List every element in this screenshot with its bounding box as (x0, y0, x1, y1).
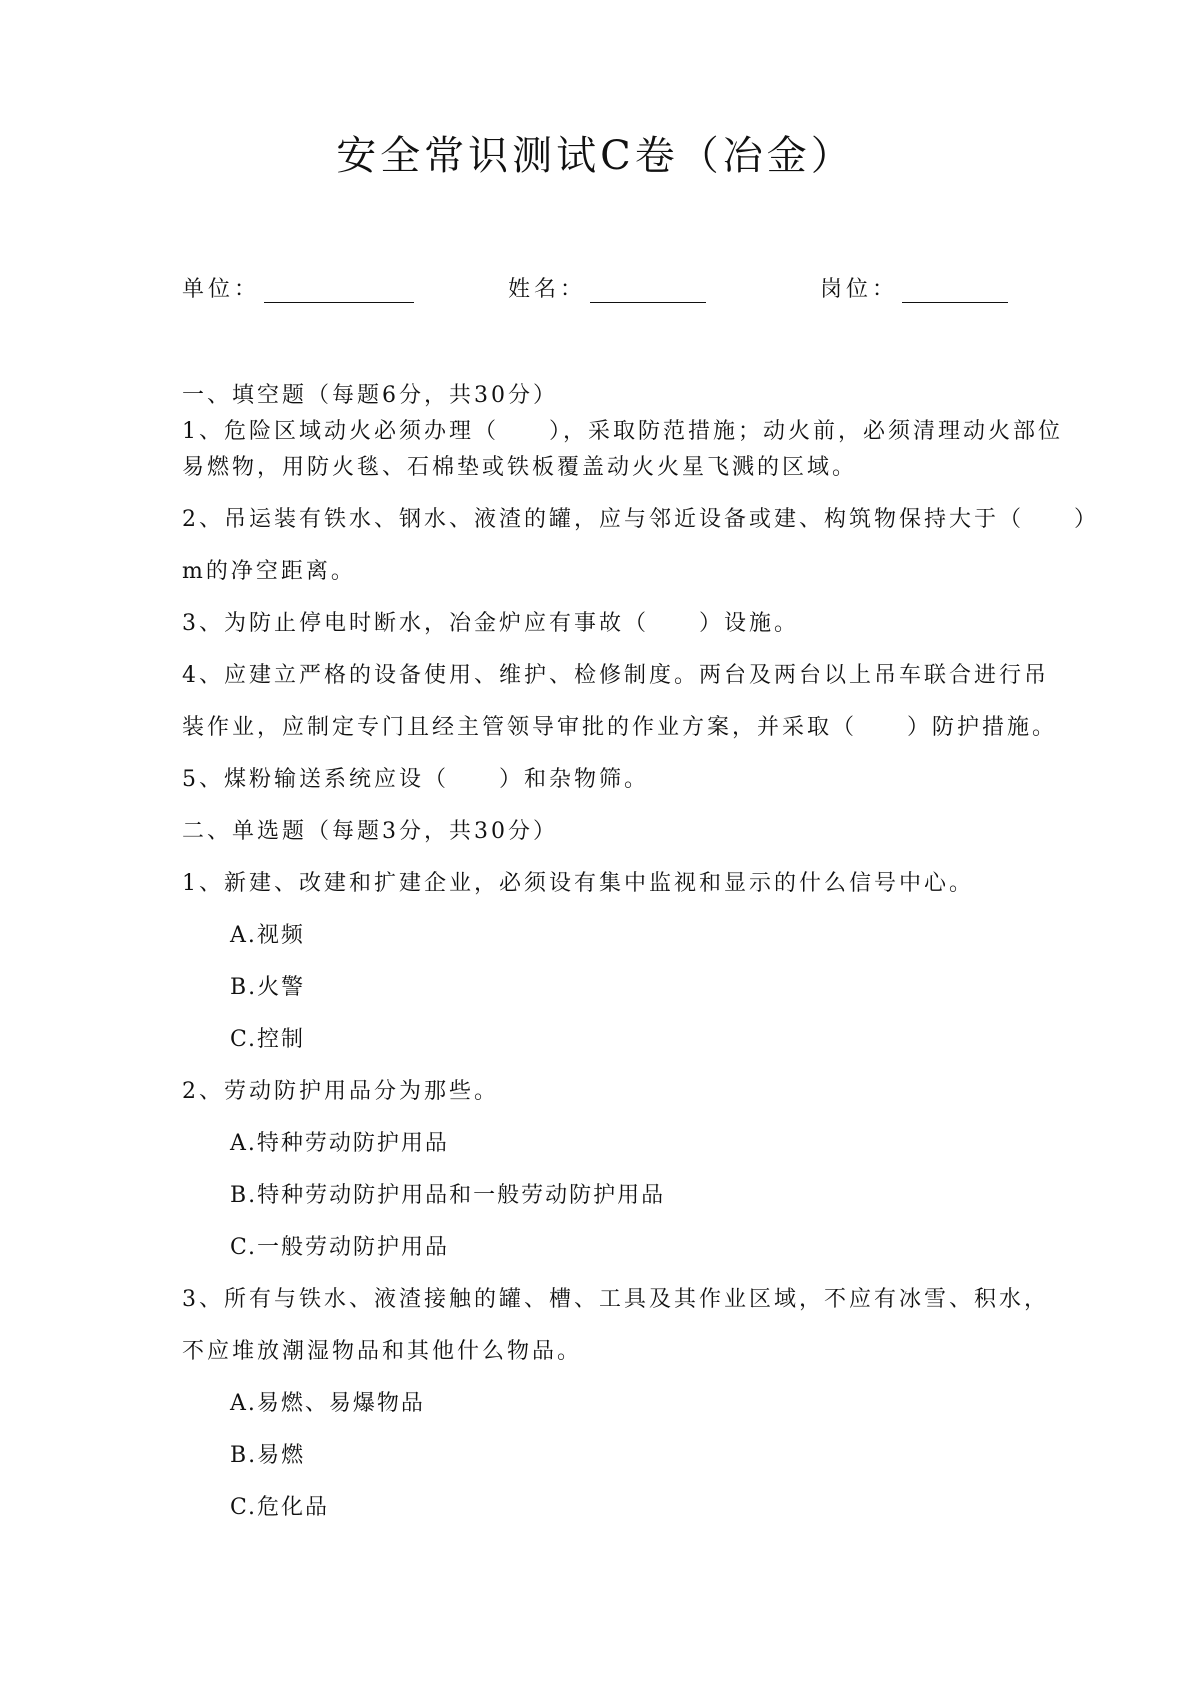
choice-question-2 (182, 1074, 1022, 1266)
section2-heading: 二、单选题（每题3分，共30分） (182, 819, 558, 844)
question-line: 装作业，应制定专门且经主管领导审批的作业方案，并采取（ ）防护措施。 (182, 715, 1058, 740)
option-c[interactable]: C.危化品 (230, 1495, 330, 1520)
unit-blank[interactable] (264, 278, 414, 303)
post-field (820, 272, 1008, 303)
name-label: 姓名： (508, 277, 587, 302)
option-b[interactable]: B.火警 (230, 975, 306, 1000)
fill-question-2 (182, 502, 1099, 590)
option-a[interactable]: A.易燃、易爆物品 (230, 1391, 425, 1416)
info-row (0, 272, 1191, 312)
question-line: 不应堆放潮湿物品和其他什么物品。 (182, 1339, 583, 1364)
question-line: 易燃物，用防火毯、石棉垫或铁板覆盖动火火星飞溅的区域。 (182, 455, 858, 480)
choice-question-3 (182, 1282, 1049, 1526)
option-c[interactable]: C.一般劳动防护用品 (230, 1235, 450, 1260)
unit-label: 单位： (182, 277, 261, 302)
question-line: m的净空距离。 (182, 559, 356, 584)
question-line: 3、所有与铁水、液渣接触的罐、槽、工具及其作业区域，不应有冰雪、积水， (182, 1287, 1049, 1312)
question-line: 1、危险区域动火必须办理（ ），采取防范措施；动火前，必须清理动火部位 (182, 419, 1063, 444)
option-b[interactable]: B.易燃 (230, 1443, 306, 1468)
option-a[interactable]: A.特种劳动防护用品 (230, 1131, 449, 1156)
page-title: 安全常识测试C卷（冶金） (336, 133, 855, 179)
name-field (508, 272, 706, 303)
choice-question-1 (182, 866, 1022, 1058)
fill-question-1 (182, 414, 1063, 486)
question-line: 1、新建、改建和扩建企业，必须设有集中监视和显示的什么信号中心。 (182, 871, 974, 896)
name-blank[interactable] (590, 278, 706, 303)
post-blank[interactable] (902, 278, 1008, 303)
question-line: 4、应建立严格的设备使用、维护、检修制度。两台及两台以上吊车联合进行吊 (182, 663, 1049, 688)
section1-heading: 一、填空题（每题6分，共30分） (182, 383, 558, 408)
option-b[interactable]: B.特种劳动防护用品和一般劳动防护用品 (230, 1183, 666, 1208)
question-line: 2、吊运装有铁水、钢水、液渣的罐，应与邻近设备或建、构筑物保持大于（ ） (182, 507, 1099, 532)
fill-question-5: 5、煤粉输送系统应设（ ）和杂物筛。 (182, 767, 649, 792)
question-line: 2、劳动防护用品分为那些。 (182, 1079, 499, 1104)
unit-field (182, 272, 414, 303)
post-label: 岗位： (820, 277, 899, 302)
exam-content (182, 378, 1099, 1526)
option-a[interactable]: A.视频 (230, 923, 305, 948)
fill-question-3: 3、为防止停电时断水，冶金炉应有事故（ ）设施。 (182, 611, 799, 636)
option-c[interactable]: C.控制 (230, 1027, 306, 1052)
fill-question-4 (182, 658, 1058, 746)
